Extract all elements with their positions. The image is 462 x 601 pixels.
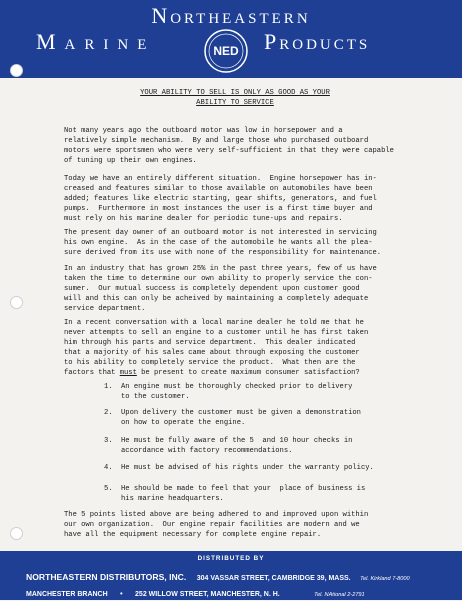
para-line: The 5 points listed above are being adhered to and improved upon within: [64, 511, 369, 519]
distributed-by-label: DISTRIBUTED BY: [197, 555, 265, 562]
brand-name-marine: Marine: [36, 29, 156, 54]
ned-logo-icon: [203, 28, 249, 74]
para-line-with-emphasis: [64, 368, 432, 378]
para-line: that a majority of his sales came about through exposing the customer: [64, 349, 360, 357]
company-name: NORTHEASTERN DISTRIBUTORS, INC.: [26, 572, 187, 582]
paragraph-5: [64, 318, 432, 378]
list-item-line: He must be fully aware of the 5 and 10 hour checks in: [121, 437, 353, 445]
para-line: of tuning up their own engines.: [64, 157, 197, 165]
list-item-line: He must be advised of his rights under the warranty policy.: [121, 464, 374, 472]
letterhead-footer: [0, 551, 462, 600]
para-line: must rely on his marine dealer for periodic tune-ups and repairs.: [64, 215, 343, 223]
main-office-phone: Tel. Kirkland 7-8000: [360, 576, 410, 582]
title-line-1: YOUR ABILITY TO SELL IS ONLY AS GOOD AS YOUR: [140, 89, 330, 97]
main-office-address: 304 VASSAR STREET, CAMBRIDGE 39, MASS.: [196, 575, 351, 582]
emphasis-pre: factors that: [64, 369, 120, 377]
branch-phone: Tel. NAtional 2-2791: [314, 592, 365, 598]
para-line: sumer. Our mutual success is completely dependent upon customer good: [64, 285, 360, 293]
para-line: Today we have an entirely different situation. Engine horsepower has in-: [64, 175, 377, 183]
bullet-separator: •: [120, 591, 123, 598]
para-line: The present day owner of an outboard motor is not interested in servicing: [64, 229, 377, 237]
letterhead-header: [0, 0, 462, 78]
para-line: In an industry that has grown 25% in the past three years, few of us have: [64, 265, 377, 273]
para-line: have all the equipment necessary for complete engine repair.: [64, 531, 322, 539]
list-item-line: on how to operate the engine.: [121, 419, 246, 427]
list-item-number: 5.: [104, 485, 113, 493]
paragraph-3: [64, 228, 432, 258]
emphasis-word: must: [119, 369, 137, 377]
binder-hole-top: [10, 64, 23, 77]
document-title: [70, 88, 400, 108]
list-item-line: He should be made to feel that your place of business is: [121, 485, 366, 493]
branch-label: MANCHESTER BRANCH: [26, 591, 108, 598]
para-line: to his ability to completely service the product. What then are the: [64, 359, 356, 367]
para-line: sure derived from its use with none of the responsibility for maintenance.: [64, 249, 382, 257]
paragraph-2: [64, 174, 432, 224]
para-line: our own organization. Our engine repair facilities are modern and we: [64, 521, 360, 529]
paragraph-1: [64, 126, 432, 166]
footer-branch-office: [26, 583, 365, 601]
para-line: Not many years ago the outboard motor was low in horsepower and a: [64, 127, 343, 135]
para-line: In a recent conversation with a local marine dealer he told me that he: [64, 319, 364, 327]
list-item-line: An engine must be thoroughly checked prior to delivery: [121, 383, 353, 391]
para-line: motors were sportsmen who were very self-sufficient in that they were capable: [64, 147, 394, 155]
para-line: relatively simple mechanism. By and large those who purchased outboard: [64, 137, 369, 145]
para-line: pumps. Furthermore in most instances the user is a first time buyer and: [64, 205, 373, 213]
para-line: never attempts to sell an engine to a customer until he has first taken: [64, 329, 369, 337]
list-item-number: 1.: [104, 383, 113, 391]
emphasis-post: be present to create maximum consumer satisfaction?: [136, 369, 360, 377]
para-line: creased and features similar to those available on automobiles have been: [64, 185, 373, 193]
brand-name-products: Products: [264, 29, 371, 54]
paragraph-4: [64, 264, 432, 314]
para-line: taken the time to determine our own ability to properly service the con-: [64, 275, 373, 283]
logo-text: NED: [213, 44, 239, 58]
title-line-2: ABILITY TO SERVICE: [196, 99, 274, 107]
list-item-line: Upon delivery the customer must be given a demonstration: [121, 409, 361, 417]
list-item-number: 4.: [104, 464, 113, 472]
list-item-line: to the customer.: [121, 393, 190, 401]
list-item-number: 3.: [104, 437, 113, 445]
binder-hole-middle: [10, 296, 23, 309]
para-line: service department.: [64, 305, 146, 313]
list-item-line: his marine headquarters.: [121, 495, 224, 503]
para-line: will and this can only be acheived by maintaining a completely adequate: [64, 295, 369, 303]
binder-hole-bottom: [10, 527, 23, 540]
para-line: added; features like electric starting, gear shifts, generators, and fuel: [64, 195, 377, 203]
closing-paragraph: [64, 510, 432, 540]
para-line: him through his parts and service department. This dealer indicated: [64, 339, 356, 347]
brand-name-line1: Northeastern: [151, 3, 311, 28]
list-item-number: 2.: [104, 409, 113, 417]
branch-address: 252 WILLOW STREET, MANCHESTER, N. H.: [135, 591, 280, 598]
list-item-line: accordance with factory recommendations.: [121, 447, 293, 455]
para-line: his own engine. As in the case of the automobile he wants all the plea-: [64, 239, 373, 247]
